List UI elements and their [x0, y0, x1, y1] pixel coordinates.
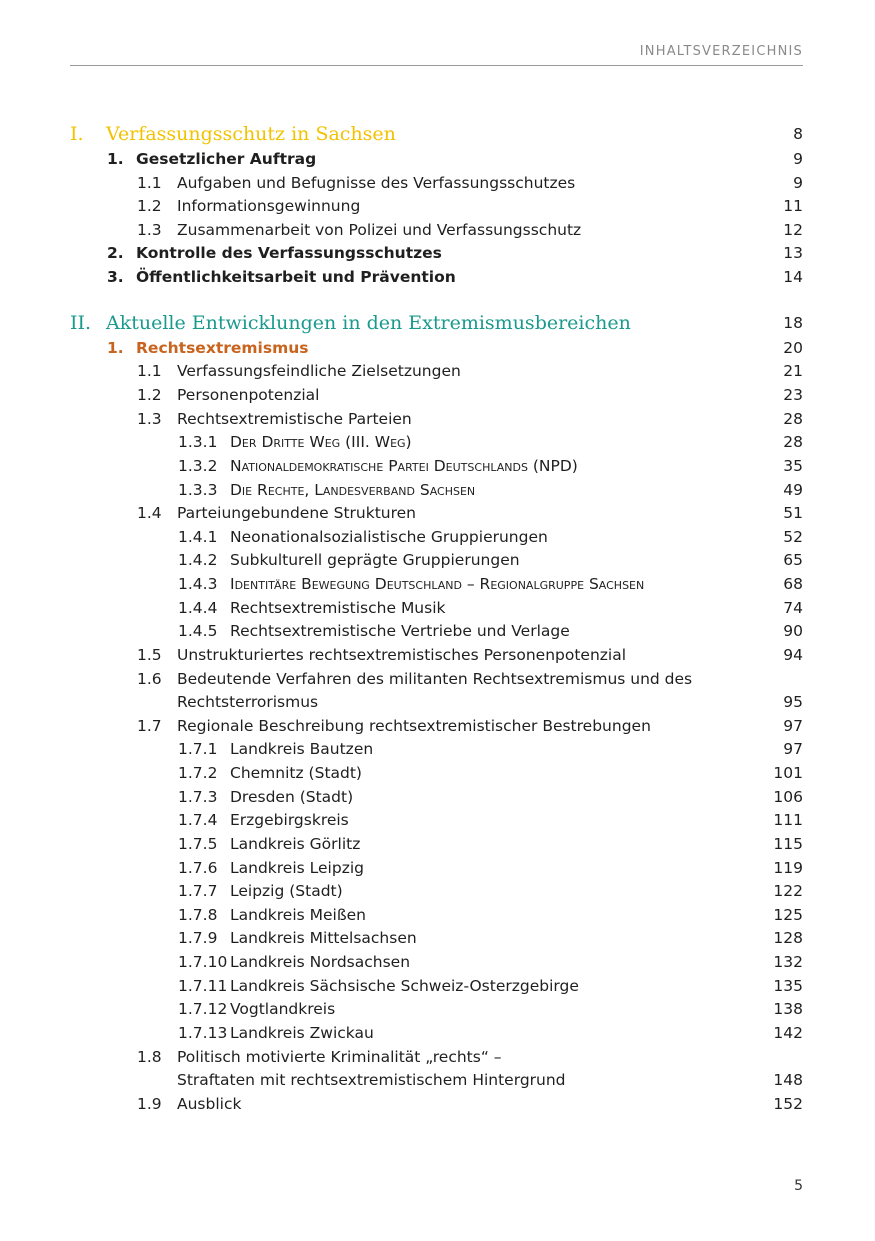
toc-title: Neonationalsozialistische Gruppierungen — [230, 528, 548, 546]
toc-page: 142 — [773, 1024, 803, 1042]
toc-number: 1.1 — [137, 362, 162, 380]
toc-page: 11 — [783, 197, 803, 215]
toc-page: 49 — [783, 481, 803, 499]
toc-page: 148 — [773, 1071, 803, 1089]
toc-title-line1: Bedeutende Verfahren des militanten Rechtsextremismus und des — [177, 670, 693, 688]
toc-title: Rechtsextremismus — [136, 339, 309, 357]
toc-title: Nationaldemokratische Partei Deutschlands (NPD) — [230, 457, 578, 475]
toc-title: Landkreis Görlitz — [230, 835, 361, 853]
toc-page: 94 — [783, 646, 803, 664]
toc-page: 101 — [773, 764, 803, 782]
toc-page: 65 — [783, 551, 803, 569]
toc-page: 119 — [773, 859, 803, 877]
toc-title: Gesetzlicher Auftrag — [136, 150, 317, 168]
toc-number: 1.7.2 — [178, 764, 218, 782]
toc-page: 9 — [793, 174, 803, 192]
toc-entry[interactable] — [70, 359, 803, 383]
toc-page: 28 — [783, 410, 803, 428]
toc-entry[interactable] — [70, 478, 803, 502]
toc-entry-section-i[interactable] — [70, 122, 803, 146]
toc-title: Regionale Beschreibung rechtsextremistischer Bestrebungen — [177, 717, 651, 735]
toc-page: 97 — [783, 717, 803, 735]
toc-entry[interactable] — [70, 194, 803, 218]
toc-number: II. — [70, 312, 92, 334]
toc-number: 1.4.1 — [178, 528, 218, 546]
toc-entry[interactable] — [70, 147, 803, 171]
toc-page: 68 — [783, 575, 803, 593]
toc-title: Leipzig (Stadt) — [230, 882, 343, 900]
toc-entry-section-ii[interactable] — [70, 311, 803, 335]
toc-number: 1.2 — [137, 386, 162, 404]
toc-title: Landkreis Sächsische Schweiz-Osterzgebirge — [230, 977, 579, 995]
toc-entry[interactable] — [70, 761, 803, 785]
toc-page: 132 — [773, 953, 803, 971]
toc-title: Verfassungsschutz in Sachsen — [106, 123, 396, 145]
toc-page: 14 — [783, 268, 803, 286]
toc-title: Subkulturell geprägte Gruppierungen — [230, 551, 520, 569]
toc-title: Verfassungsfeindliche Zielsetzungen — [177, 362, 461, 380]
toc-title: Landkreis Nordsachsen — [230, 953, 411, 971]
toc-number: 1.7.6 — [178, 859, 218, 877]
toc-entry[interactable] — [70, 737, 803, 761]
toc-number: 1.4.2 — [178, 551, 218, 569]
toc-page: 74 — [783, 599, 803, 617]
toc-entry[interactable] — [70, 643, 803, 667]
toc-number: 1.3 — [137, 221, 162, 239]
toc-title: Kontrolle des Verfassungsschutzes — [136, 244, 442, 262]
toc-entry[interactable] — [70, 619, 803, 643]
toc-page: 20 — [783, 339, 803, 357]
toc-entry[interactable] — [70, 596, 803, 620]
toc-entry[interactable] — [70, 997, 803, 1021]
toc-page: 111 — [773, 811, 803, 829]
toc-entry[interactable] — [70, 454, 803, 478]
toc-title: Chemnitz (Stadt) — [230, 764, 362, 782]
toc-entry[interactable] — [70, 548, 803, 572]
toc-title-line1: Politisch motivierte Kriminalität „rechts“ – — [177, 1048, 502, 1066]
toc-title: Landkreis Leipzig — [230, 859, 364, 877]
toc-title: Unstrukturiertes rechtsextremistisches Personenpotenzial — [177, 646, 627, 664]
toc-title: Informationsgewinnung — [177, 197, 361, 215]
toc-title-line2: Rechtsterrorismus — [177, 693, 319, 711]
toc-entry[interactable] — [70, 974, 803, 998]
toc-number: 1.7.9 — [178, 929, 218, 947]
toc-title: Erzgebirgskreis — [230, 811, 349, 829]
toc-page: 90 — [783, 622, 803, 640]
toc-number: 1.7.3 — [178, 788, 218, 806]
toc-title: Personenpotenzial — [177, 386, 320, 404]
toc-number: 1.9 — [137, 1095, 162, 1113]
toc-entry[interactable] — [70, 667, 803, 691]
toc-page: 125 — [773, 906, 803, 924]
toc-page: 13 — [783, 244, 803, 262]
header-divider — [70, 65, 803, 66]
toc-title: Rechtsextremistische Parteien — [177, 410, 412, 428]
toc-title: Vogtlandkreis — [230, 1000, 336, 1018]
toc-entry[interactable] — [70, 171, 803, 195]
toc-number: 1.4.3 — [178, 575, 218, 593]
toc-entry[interactable] — [70, 785, 803, 809]
toc-title-line2: Straftaten mit rechtsextremistischem Hintergrund — [177, 1071, 566, 1089]
toc-number: 1.7.13 — [178, 1024, 228, 1042]
toc-page: 12 — [783, 221, 803, 239]
toc-number: 1.7.8 — [178, 906, 218, 924]
toc-number: 1.3 — [137, 410, 162, 428]
running-header: INHALTSVERZEICHNIS — [639, 44, 803, 59]
toc-number: 1.5 — [137, 646, 162, 664]
toc-title: Zusammenarbeit von Polizei und Verfassungsschutz — [177, 221, 582, 239]
toc-number: 1.6 — [137, 670, 162, 688]
toc-title: Dresden (Stadt) — [230, 788, 354, 806]
toc-page: 23 — [783, 386, 803, 404]
toc-number: 1. — [107, 150, 124, 168]
toc-number: 2. — [107, 244, 124, 262]
toc-entry[interactable] — [70, 926, 803, 950]
toc-entry-current[interactable] — [70, 336, 803, 360]
toc-page: 8 — [793, 125, 803, 143]
page-number: 5 — [794, 1178, 803, 1194]
toc-entry-continued[interactable] — [70, 1068, 803, 1092]
toc-entry[interactable] — [70, 1021, 803, 1045]
toc-entry-continued[interactable] — [70, 690, 803, 714]
toc-page: 51 — [783, 504, 803, 522]
toc-title: Der Dritte Weg (III. Weg) — [230, 433, 412, 451]
toc-number: 1.3.2 — [178, 457, 218, 475]
toc-entry[interactable] — [70, 832, 803, 856]
toc-number: 1.4.4 — [178, 599, 218, 617]
toc-number: 1.7.10 — [178, 953, 228, 971]
toc-page: 18 — [783, 314, 803, 332]
toc-title: Aktuelle Entwicklungen in den Extremismusbereichen — [106, 312, 631, 334]
toc-page: 138 — [773, 1000, 803, 1018]
toc-entry[interactable] — [70, 572, 803, 596]
toc-number: 1.8 — [137, 1048, 162, 1066]
toc-page: 52 — [783, 528, 803, 546]
toc-entry[interactable] — [70, 383, 803, 407]
toc-page: 97 — [783, 740, 803, 758]
toc-entry[interactable] — [70, 1045, 803, 1069]
toc-page: 152 — [773, 1095, 803, 1113]
toc-number: 1.4 — [137, 504, 162, 522]
toc-number: 1.3.3 — [178, 481, 218, 499]
toc-entry[interactable] — [70, 808, 803, 832]
toc-number: 1.7.7 — [178, 882, 218, 900]
toc-number: 1.7.12 — [178, 1000, 228, 1018]
toc-title: Identitäre Bewegung Deutschland – Regionalgruppe Sachsen — [230, 575, 645, 593]
toc-title: Landkreis Zwickau — [230, 1024, 374, 1042]
toc-number: 1.4.5 — [178, 622, 218, 640]
toc-number: 1.7.5 — [178, 835, 218, 853]
toc-title: Rechtsextremistische Vertriebe und Verlage — [230, 622, 570, 640]
toc-entry[interactable] — [70, 407, 803, 431]
toc-title: Landkreis Mittelsachsen — [230, 929, 417, 947]
toc-entry[interactable] — [70, 241, 803, 265]
toc-page: 106 — [773, 788, 803, 806]
toc-page: 122 — [773, 882, 803, 900]
toc-number: 1.7 — [137, 717, 162, 735]
toc-number: 1.7.4 — [178, 811, 218, 829]
toc-number: 1.2 — [137, 197, 162, 215]
toc-entry[interactable] — [70, 430, 803, 454]
toc-title: Landkreis Meißen — [230, 906, 366, 924]
toc-title: Die Rechte, Landesverband Sachsen — [230, 481, 476, 499]
toc-entry[interactable] — [70, 950, 803, 974]
toc-number: 1. — [107, 339, 124, 357]
toc-title: Öffentlichkeitsarbeit und Prävention — [136, 268, 456, 286]
toc-entry[interactable] — [70, 856, 803, 880]
toc-page: 21 — [783, 362, 803, 380]
toc-number: I. — [70, 123, 84, 145]
toc-entry[interactable] — [70, 903, 803, 927]
toc-title: Ausblick — [177, 1095, 242, 1113]
toc-entry[interactable] — [70, 879, 803, 903]
toc-number: 1.7.11 — [178, 977, 228, 995]
toc-number: 1.3.1 — [178, 433, 218, 451]
toc-page: 115 — [773, 835, 803, 853]
toc-entry[interactable] — [70, 218, 803, 242]
toc-entry[interactable] — [70, 501, 803, 525]
toc-number: 1.7.1 — [178, 740, 218, 758]
toc-title: Landkreis Bautzen — [230, 740, 374, 758]
toc-number: 3. — [107, 268, 124, 286]
toc-entry[interactable] — [70, 714, 803, 738]
toc-page: 128 — [773, 929, 803, 947]
toc-entry[interactable] — [70, 525, 803, 549]
toc-entry[interactable] — [70, 265, 803, 289]
toc-number: 1.1 — [137, 174, 162, 192]
toc-entry[interactable] — [70, 1092, 803, 1116]
toc-page: 35 — [783, 457, 803, 475]
toc-page: 28 — [783, 433, 803, 451]
toc-title: Parteiungebundene Strukturen — [177, 504, 416, 522]
toc-page: 135 — [773, 977, 803, 995]
toc-page: 9 — [793, 150, 803, 168]
toc-title: Aufgaben und Befugnisse des Verfassungsschutzes — [177, 174, 576, 192]
toc-page: 95 — [783, 693, 803, 711]
toc-title: Rechtsextremistische Musik — [230, 599, 446, 617]
